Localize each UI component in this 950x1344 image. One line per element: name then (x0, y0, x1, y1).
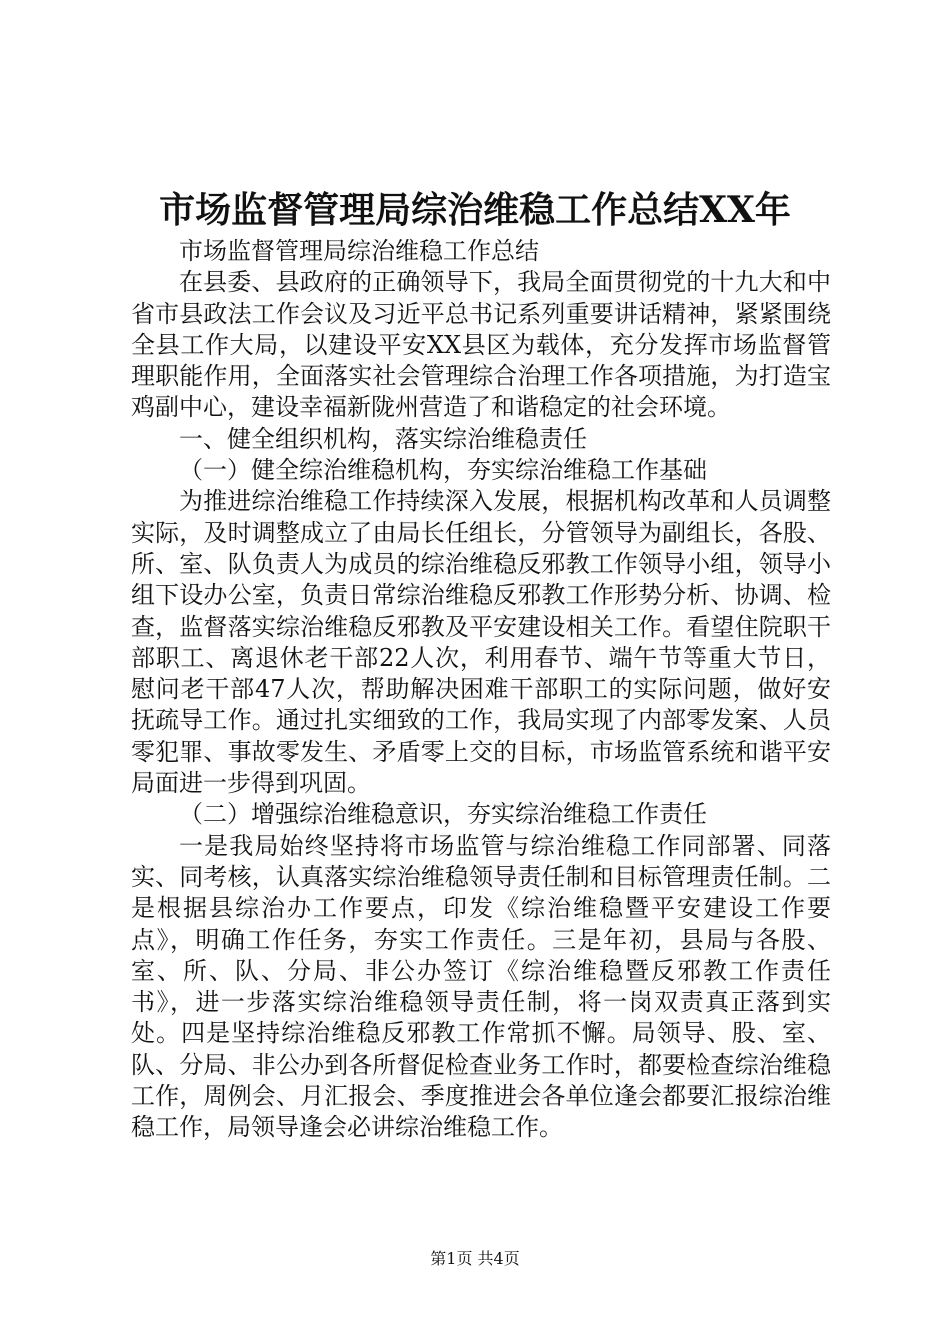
subsection-heading-2: （二）增强综治维稳意识，夯实综治维稳工作责任 (179, 800, 707, 829)
paragraph-body-1: 为推进综治维稳工作持续深入发展，根据机构改革和人员调整实际，及时调整成立了由局长任组长，分管领导为副组长，各股、所、室、队负责人为成员的综治维稳反邪教工作领导小组，领导小组下设办公室，负责日常综治维稳反邪教工作形势分析、协调、检查，监督落实综治维稳反邪教及平安建设相关工作。看望住院职干部职工、离退休老干部22人次，利用春节、端午节等重大节日，慰问老干部47人次，帮助解决困难干部职工的实际问题，做好安抚疏导工作。通过扎实细致的工作，我局实现了内部零发案、人员零犯罪、事故零发生、矛盾零上交的目标，市场监管系统和谐平安局面进一步得到巩固。 (131, 487, 831, 798)
paragraph-subtitle: 市场监督管理局综治维稳工作总结 (179, 237, 539, 265)
section-heading-1: 一、健全组织机构，落实综治维稳责任 (179, 424, 587, 453)
document-title: 市场监督管理局综治维稳工作总结XX年 (159, 189, 791, 231)
subsection-heading-1: （一）健全综治维稳机构，夯实综治维稳工作基础 (179, 456, 707, 485)
page-footer: 第1页 共4页 (430, 1249, 520, 1268)
paragraph-body-2: 一是我局始终坚持将市场监管与综治维稳工作同部署、同落实、同考核，认真落实综治维稳领导责任制和目标管理责任制。二是根据县综治办工作要点，印发《综治维稳暨平安建设工作要点》，明确工作任务，夯实工作责任。三是年初，县局与各股、室、所、队、分局、非公办签订《综治维稳暨反邪教工作责任书》，进一步落实综治维稳领导责任制，将一岗双责真正落到实处。四是坚持综治维稳反邪教工作常抓不懈。局领导、股、室、队、分局、非公办到各所督促检查业务工作时，都要检查综治维稳工作，周例会、月汇报会、季度推进会各单位逢会都要汇报综治维稳工作，局领导逢会必讲综治维稳工作。 (131, 831, 831, 1142)
paragraph-intro: 在县委、县政府的正确领导下，我局全面贯彻党的十九大和中省市县政法工作会议及习近平总书记系列重要讲话精神，紧紧围绕全县工作大局，以建设平安XX县区为载体，充分发挥市场监督管理职能作用，全面落实社会管理综合治理工作各项措施，为打造宝鸡副中心，建设幸福新陇州营造了和谐稳定的社会环境。 (131, 268, 831, 422)
document-body (131, 236, 831, 1144)
